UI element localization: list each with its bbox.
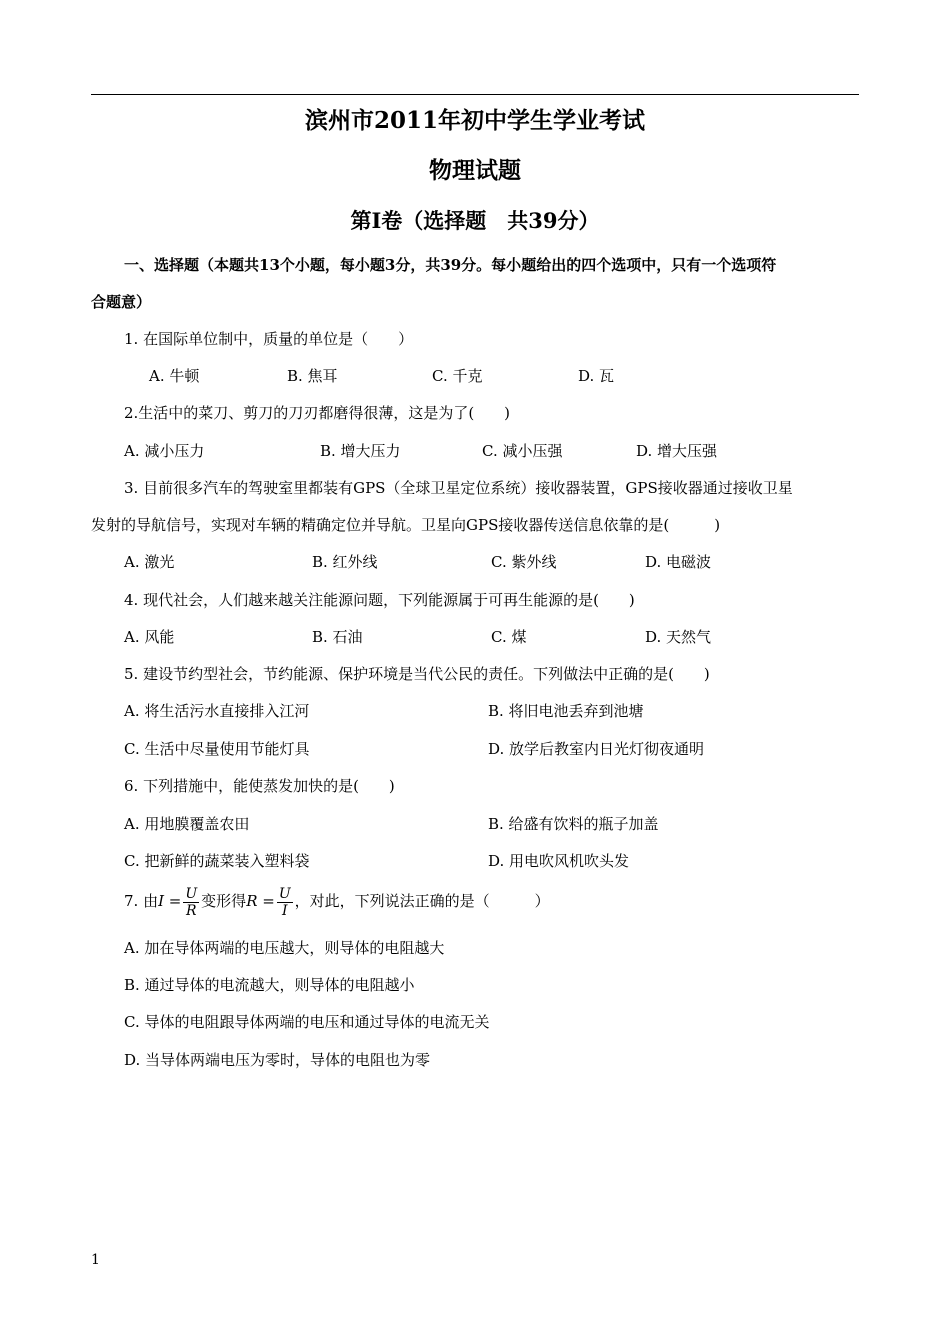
question-5-stem: 5. 建设节约型社会，节约能源、保护环境是当代公民的责任。下列做法中正确的是( ) bbox=[124, 665, 710, 683]
exam-subtitle: 物理试题 bbox=[429, 157, 521, 184]
q4-option-c: C. 煤 bbox=[491, 628, 527, 646]
q4-option-d: D. 天然气 bbox=[645, 628, 712, 646]
q7-option-d: D. 当导体两端电压为零时，导体的电阻也为零 bbox=[124, 1051, 431, 1069]
q1-option-c: C. 千克 bbox=[432, 367, 483, 385]
q1-option-a: A. 牛顿 bbox=[149, 367, 200, 385]
q2-option-c: C. 减小压强 bbox=[482, 442, 563, 460]
volume-heading: 第Ⅰ卷（选择题 共39分） bbox=[350, 208, 600, 233]
question-3-stem-cont: 发射的导航信号，实现对车辆的精确定位并导航。卫星向GPS接收器传送信息依靠的是( ) bbox=[91, 516, 721, 534]
q1-option-d: D. 瓦 bbox=[578, 367, 615, 385]
q3-option-a: A. 激光 bbox=[124, 553, 175, 571]
question-3-stem: 3. 目前很多汽车的驾驶室里都装有GPS（全球卫星定位系统）接收器装置，GPS接收器通过接收卫星 bbox=[124, 479, 793, 497]
question-2-stem: 2.生活中的菜刀、剪刀的刀刃都磨得很薄，这是为了( ) bbox=[124, 404, 511, 422]
formula-r-equals: R = bbox=[246, 892, 275, 910]
q7-option-b: B. 通过导体的电流越大，则导体的电阻越小 bbox=[124, 976, 415, 994]
question-7-stem: 7. 由I = $\frac{U}{R}$ 变形得R = $\frac{U}{I}$ ，对此，下列说法正确的是（ ） bbox=[124, 885, 550, 919]
q4-option-b: B. 石油 bbox=[312, 628, 363, 646]
q3-option-d: D. 电磁波 bbox=[645, 553, 712, 571]
q2-option-d: D. 增大压强 bbox=[636, 442, 718, 460]
section-instruction: 一、选择题（本题共13个小题，每小题3分，共39分。每小题给出的四个选项中，只有一个选项符 bbox=[124, 256, 777, 274]
q3-option-c: C. 紫外线 bbox=[491, 553, 557, 571]
q2-option-b: B. 增大压力 bbox=[320, 442, 401, 460]
q7-option-c: C. 导体的电阻跟导体两端的电压和通过导体的电流无关 bbox=[124, 1013, 490, 1031]
exam-title: 滨州市2011年初中学生学业考试 bbox=[304, 107, 645, 134]
fraction-u-over-i: $\frac{U}{I}$ bbox=[278, 885, 291, 919]
q6-option-a: A. 用地膜覆盖农田 bbox=[124, 815, 250, 833]
q7-option-a: A. 加在导体两端的电压越大，则导体的电阻越大 bbox=[124, 939, 445, 957]
q1-option-b: B. 焦耳 bbox=[287, 367, 338, 385]
q6-option-b: B. 给盛有饮料的瓶子加盖 bbox=[488, 815, 659, 833]
q5-option-d: D. 放学后教室内日光灯彻夜通明 bbox=[488, 740, 705, 758]
q4-option-a: A. 风能 bbox=[124, 628, 175, 646]
question-1-stem: 1. 在国际单位制中，质量的单位是（ ） bbox=[124, 330, 414, 348]
header-rule bbox=[91, 94, 859, 95]
q6-option-d: D. 用电吹风机吹头发 bbox=[488, 852, 630, 870]
q5-option-a: A. 将生活污水直接排入江河 bbox=[124, 702, 310, 720]
q3-option-b: B. 红外线 bbox=[312, 553, 378, 571]
formula-i-equals: I = bbox=[158, 892, 182, 910]
page-number: 1 bbox=[91, 1252, 100, 1268]
question-4-stem: 4. 现代社会，人们越来越关注能源问题，下列能源属于可再生能源的是( ) bbox=[124, 591, 635, 609]
q5-option-c: C. 生活中尽量使用节能灯具 bbox=[124, 740, 310, 758]
q2-option-a: A. 减小压力 bbox=[124, 442, 205, 460]
q5-option-b: B. 将旧电池丢弃到池塘 bbox=[488, 702, 644, 720]
section-instruction-cont: 合题意） bbox=[91, 293, 152, 311]
q6-option-c: C. 把新鲜的蔬菜装入塑料袋 bbox=[124, 852, 310, 870]
question-6-stem: 6. 下列措施中，能使蒸发加快的是( ) bbox=[124, 777, 395, 795]
fraction-u-over-r: $\frac{U}{R}$ bbox=[185, 885, 198, 919]
